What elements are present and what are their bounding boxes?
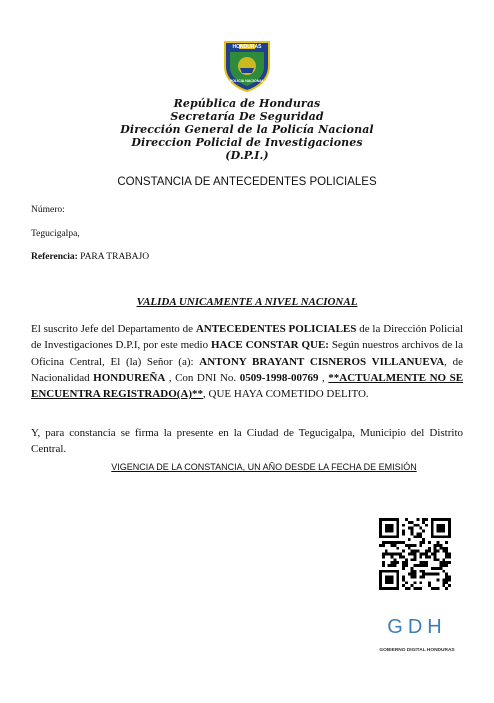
registration-status: **ACTUALMENTE NO SE ENCUENTRA REGISTRADO(A)** [31,371,464,401]
valida-heading: VALIDA UNICAMENTE A NIVEL NACIONAL [136,296,358,308]
body-text-4: , de Nacionalidad [31,355,463,384]
document-title: CONSTANCIA DE ANTECEDENTES POLICIALES [117,176,377,188]
referencia-value: PARA TRABAJO [80,252,150,262]
header-line-direccion-policial: Direccion Policial de Investigaciones [131,136,363,149]
gdh-logo-text: GDH [387,616,447,638]
department-name: ANTECEDENTES POLICIALES [195,323,357,335]
header-line-secretaria: Secretaría De Seguridad [170,110,324,123]
closing-paragraph: Y, para constancia se firma la presente en la Ciudad de Tegucigalpa, Municipio del Distrito Central. [31,427,463,456]
city-line: Tegucigalpa, [31,229,80,239]
gdh-logo [370,612,464,662]
gdh-subtitle: GOBIERNO DIGITAL HONDURAS [379,648,455,653]
body-text-2: de la Dirección Policial de Investigaciones D.P.I, por este medio [31,323,464,352]
qr-code [379,518,451,590]
badge-text-bottom: POLICIA NACIONAL [229,79,265,83]
body-text-6: , [322,371,325,384]
dni-number: 0509-1998-00769 [239,371,319,384]
body-text-3: Según nuestros archivos de la Oficina Central, El (la) Señor (a): [31,339,463,368]
person-name: ANTONY BRAYANT CISNEROS VILLANUEVA [199,355,445,368]
header-line-republica: República de Honduras [173,97,321,110]
numero-label: Número: [31,205,65,215]
badge-text-top: HONDURAS [232,44,262,50]
header-line-direccion-general: Dirección General de la Policía Nacional [120,123,374,136]
vigencia-note: VIGENCIA DE LA CONSTANCIA, UN AÑO DESDE LA FECHA DE EMISIÓN [111,462,417,472]
body-paragraph [31,321,463,402]
body-text-7: , QUE HAYA COMETIDO DELITO. [203,388,369,401]
referencia-line [31,252,149,262]
referencia-label: Referencia: [31,252,78,262]
nationality: HONDUREÑA [93,371,166,384]
body-text-5: , Con DNI No. [168,371,237,384]
hace-constar: HACE CONSTAR QUE: [210,339,329,352]
header-line-dpi: (D.P.I.) [225,149,269,162]
body-text-1: El suscrito Jefe del Departamento de [31,323,193,335]
